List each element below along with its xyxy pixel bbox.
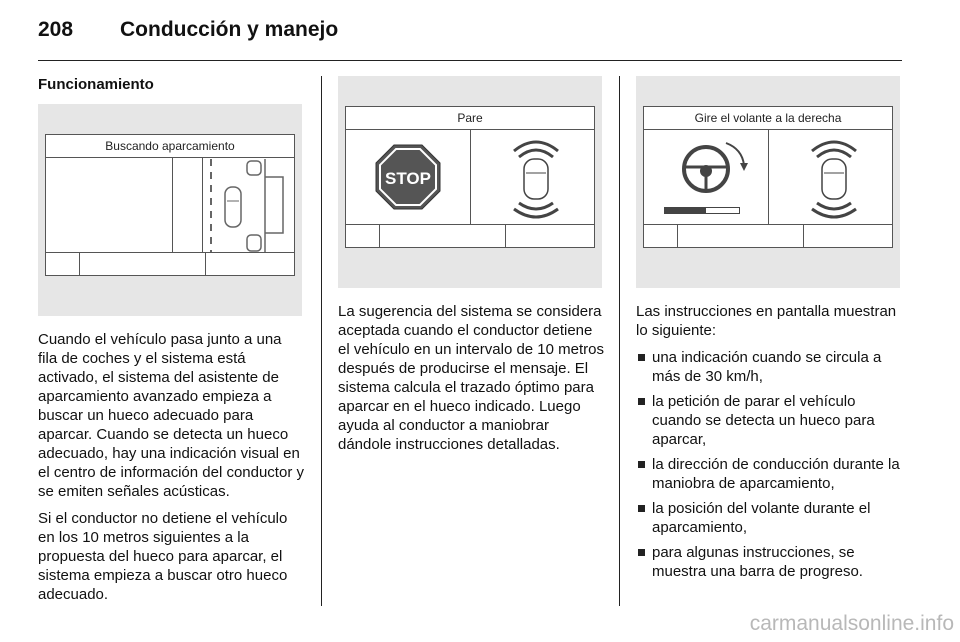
chapter-title: Conducción y manejo <box>120 18 339 41</box>
svg-text:STOP: STOP <box>385 169 431 188</box>
list-item: para algunas instrucciones, se muestra una barra de progreso. <box>636 543 902 581</box>
display-screen <box>45 134 295 276</box>
list-item: la posición del volante durante el aparcamiento, <box>636 499 902 537</box>
paragraph: Si el conductor no detiene el vehículo en los 10 metros siguientes a la propuesta del hueco para aparcar, el sistema empieza a buscar otro hueco adecuado. <box>38 510 288 603</box>
figure-search-parking <box>38 104 302 316</box>
paragraph: Cuando el vehículo pasa junto a una fila de coches y el sistema está activado, el sistema del asistente de aparcamiento avanzado empieza a buscar un hueco adecuado para aparcar. Cuando se detecta un hueco adecuado, hay una indicación visual en el centro de información del conductor y se emiten señales acústicas. <box>38 331 304 500</box>
column-1 <box>38 76 304 612</box>
screen-footer <box>46 252 294 275</box>
screen-body <box>46 157 294 253</box>
screen-title: Buscando aparcamiento <box>46 135 294 158</box>
paragraph: Las instrucciones en pantalla muestran lo siguiente: <box>636 303 897 339</box>
screen-title: Pare <box>346 107 594 130</box>
screen-body <box>644 129 892 225</box>
steering-wheel-icon <box>674 137 754 197</box>
paragraph: La sugerencia del sistema se considera aceptada cuando el conductor detiene el vehículo en un intervalo de 10 metros después de producirse el mensaje. El sistema calcula el trazado óptimo para aparcar en el hueco indicado. Luego ayuda al conductor a maniobrar dándole instrucciones detalladas. <box>338 303 604 453</box>
bullet-list <box>636 348 902 581</box>
parking-row-icon <box>203 157 295 255</box>
figure-steering <box>636 76 900 288</box>
list-item: la petición de parar el vehículo cuando se detecta un hueco para aparcar, <box>636 392 902 449</box>
screen-footer <box>346 224 594 247</box>
progress-fill <box>665 208 706 213</box>
stop-sign-icon <box>374 143 442 211</box>
section-heading: Funcionamiento <box>38 76 154 93</box>
screen-footer <box>644 224 892 247</box>
body-text <box>338 302 604 454</box>
display-screen <box>345 106 595 248</box>
page-number: 208 <box>38 18 74 41</box>
column-2 <box>338 76 604 462</box>
list-item: una indicación cuando se circula a más de 30 km/h, <box>636 348 902 386</box>
body-text <box>636 302 902 581</box>
car-sensor-icon <box>506 133 566 223</box>
screen-title: Gire el volante a la derecha <box>644 107 892 130</box>
car-sensor-icon <box>804 133 864 223</box>
display-screen <box>643 106 893 248</box>
progress-bar <box>664 207 740 214</box>
screen-body <box>346 129 594 225</box>
figure-stop <box>338 76 602 288</box>
body-text <box>38 330 304 604</box>
list-item: la dirección de conducción durante la maniobra de aparcamiento, <box>636 455 902 493</box>
column-divider <box>321 76 322 606</box>
column-3 <box>636 76 902 587</box>
watermark: carmanualsonline.info <box>749 612 954 635</box>
page-header <box>38 18 902 61</box>
column-divider <box>619 76 620 606</box>
